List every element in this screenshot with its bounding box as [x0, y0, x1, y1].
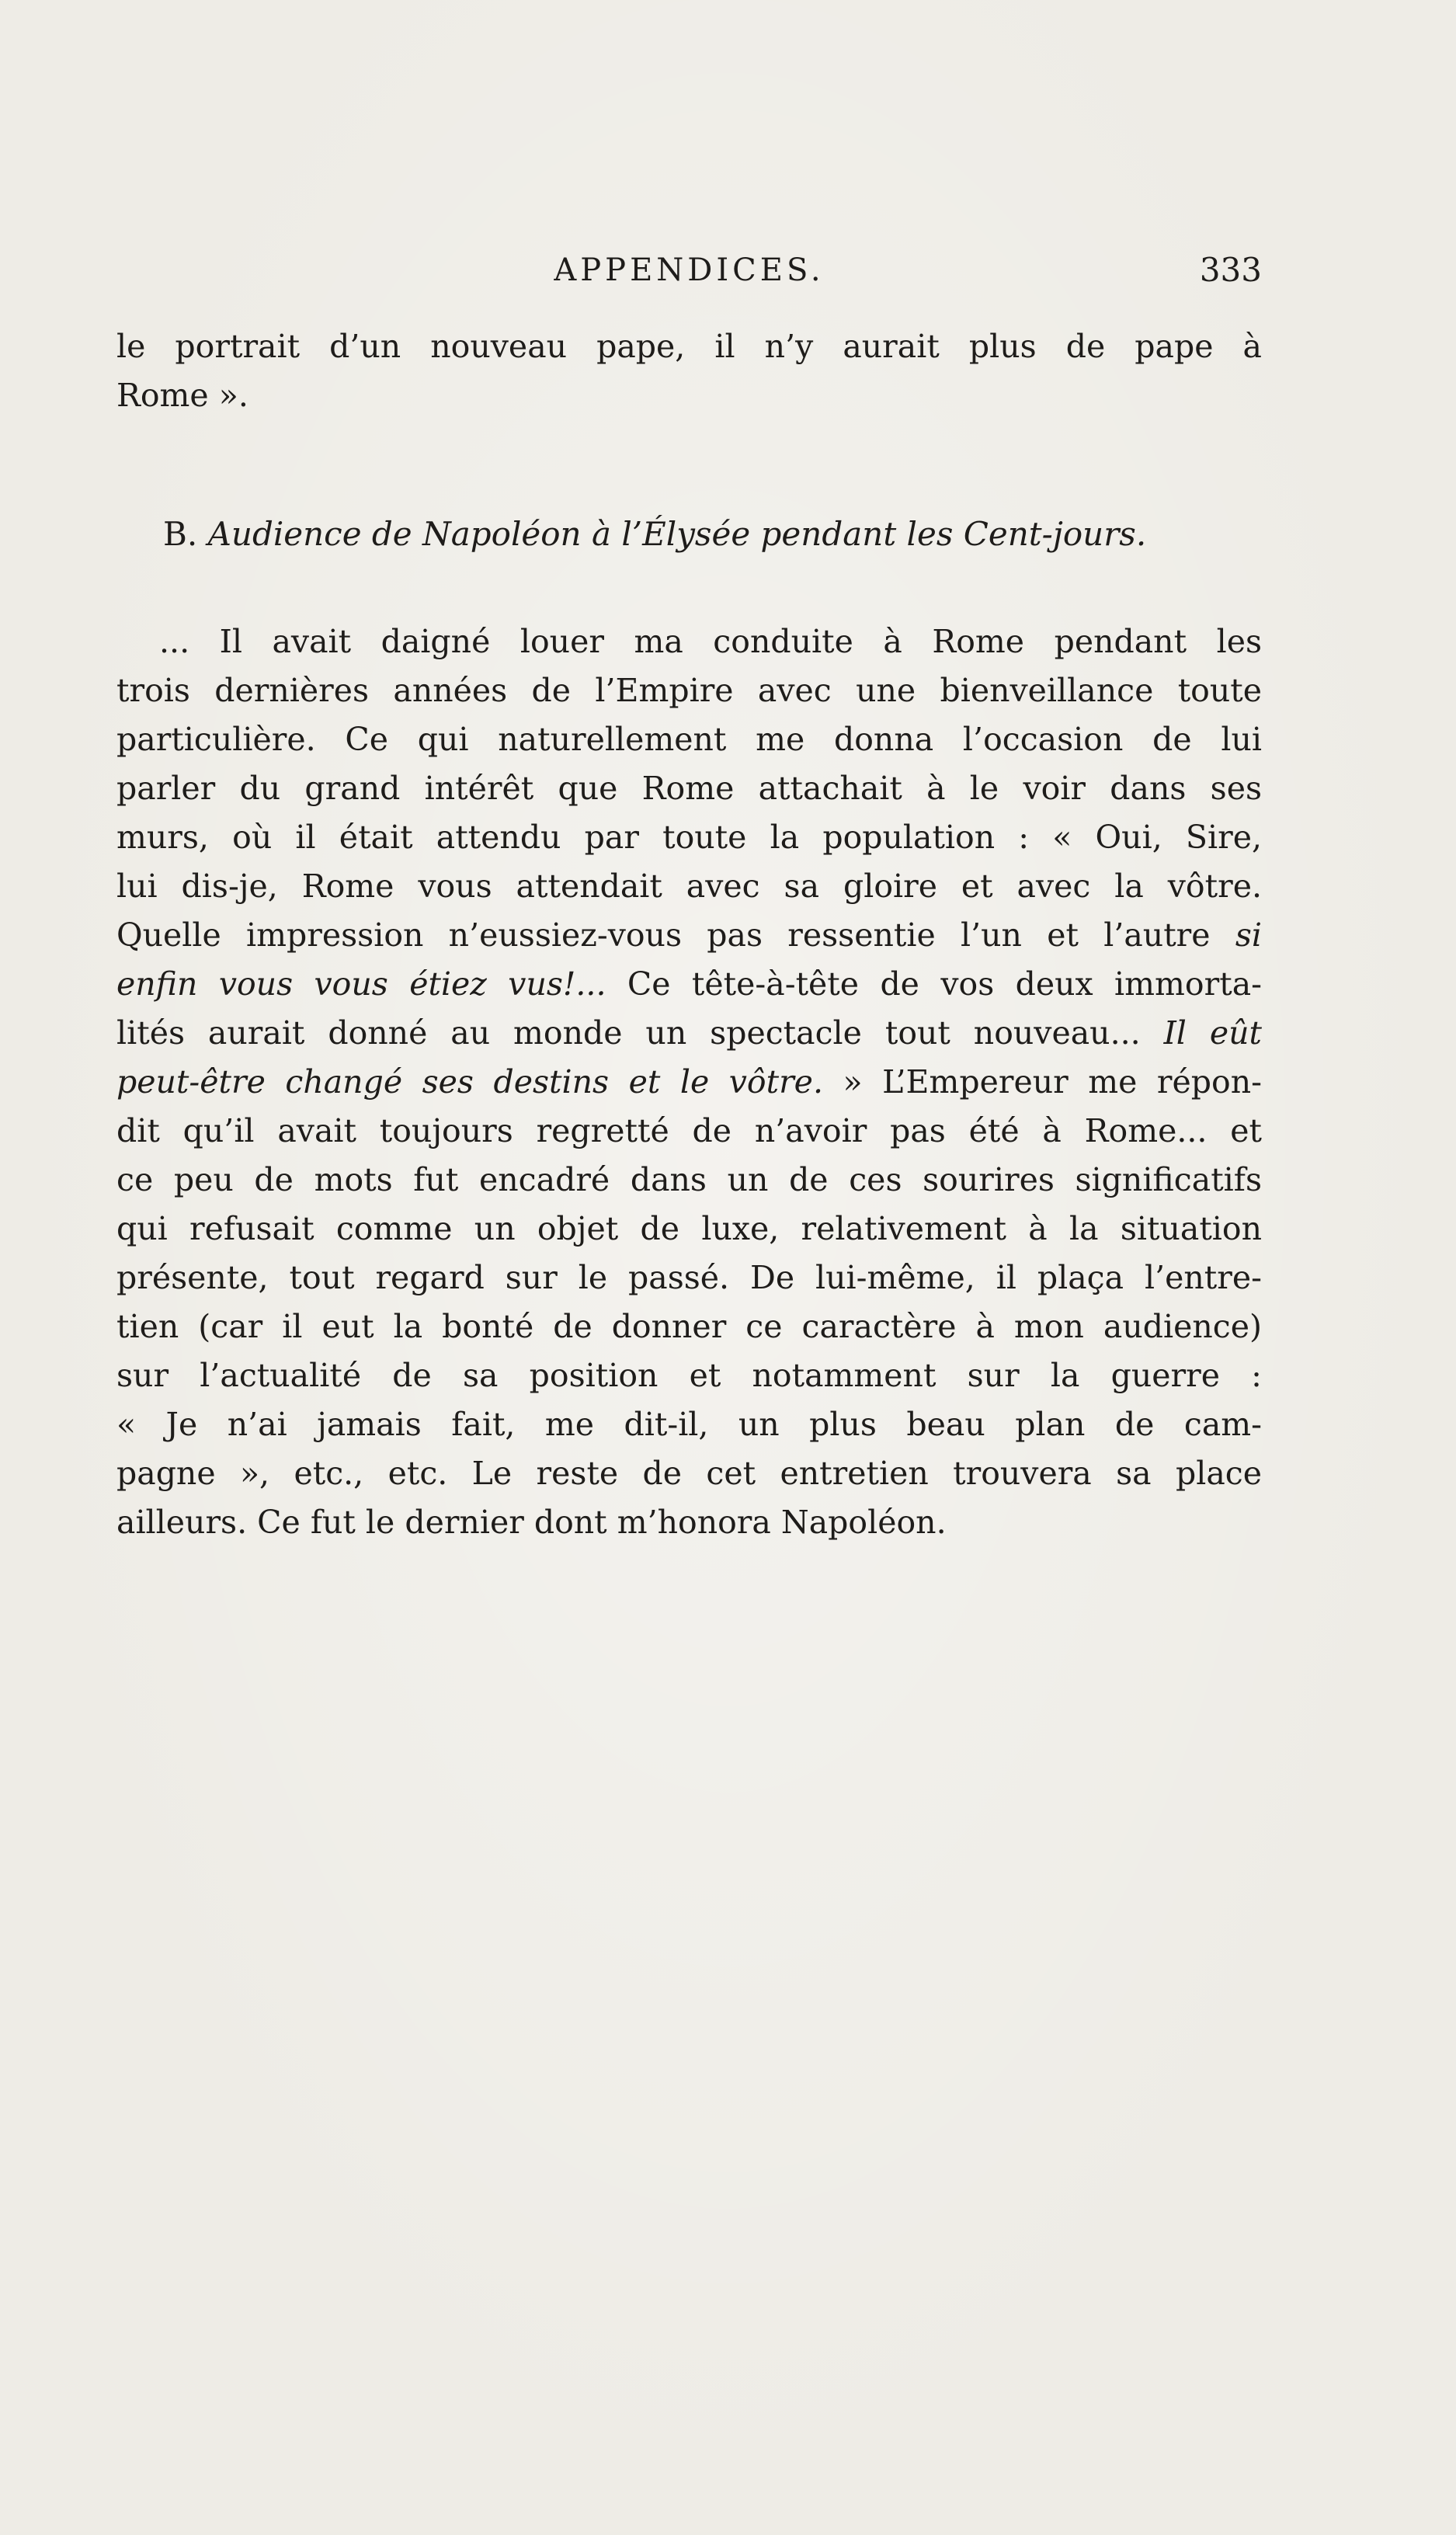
text-line: parler du grand intérêt que Rome attachait à le voir dans ses: [116, 770, 1262, 807]
text-line: [116, 960, 1262, 1009]
text-line: qui refusait comme un objet de luxe, relativement à la situation: [116, 1210, 1262, 1247]
continuation-text: [116, 322, 1262, 420]
text-line: le portrait d’un nouveau pape, il n’y aurait plus de pape à: [116, 328, 1262, 365]
text-line: murs, où il était attendu par toute la population : « Oui, Sire,: [116, 819, 1262, 856]
italic-run: Il eût: [1163, 1014, 1262, 1052]
text-line: [116, 911, 1262, 960]
page-number: 333: [1199, 251, 1262, 289]
text-line: présente, tout regard sur le passé. De lui-même, il plaça l’entre-: [116, 1259, 1262, 1296]
text-line: Rome ».: [116, 377, 248, 414]
running-title: APPENDICES.: [554, 252, 825, 288]
section-heading: [163, 509, 1262, 560]
text-run: lités aurait donné au monde un spectacle tout nouveau...: [116, 1014, 1141, 1052]
text-line: ... Il avait daigné louer ma conduite à Rome pendant les: [159, 623, 1262, 660]
text-line: [116, 1058, 1262, 1107]
text-run: » L’Empereur me répon-: [843, 1063, 1262, 1101]
text-line: trois dernières années de l’Empire avec une bienveillance toute: [116, 672, 1262, 709]
text-line: « Je n’ai jamais fait, me dit-il, un plus beau plan de cam-: [116, 1406, 1262, 1443]
text-line: [116, 1009, 1262, 1058]
text-line: ailleurs. Ce fut le dernier dont m’honora Napoléon.: [116, 1504, 947, 1541]
italic-run: peut-être changé ses destins et le vôtre.: [116, 1063, 823, 1101]
text-line: dit qu’il avait toujours regretté de n’avoir pas été à Rome... et: [116, 1112, 1262, 1149]
body-paragraph: [116, 617, 1262, 1547]
text-line: pagne », etc., etc. Le reste de cet entretien trouvera sa place: [116, 1455, 1262, 1492]
text-line: lui dis-je, Rome vous attendait avec sa gloire et avec la vôtre.: [116, 868, 1262, 905]
text-run: Ce tête-à-tête de vos deux immorta-: [627, 965, 1262, 1003]
section-title: Audience de Napoléon à l’Élysée pendant les Cent-jours.: [207, 515, 1147, 553]
text-line: ce peu de mots fut encadré dans un de ces sourires significatifs: [116, 1161, 1262, 1198]
running-head: [116, 247, 1262, 294]
text-run: Quelle impression n’eussiez-vous pas ressentie l’un et l’autre: [116, 916, 1211, 954]
section-label: B.: [163, 515, 198, 553]
italic-run: enfin vous vous étiez vus!...: [116, 965, 606, 1003]
italic-run: si: [1235, 916, 1262, 954]
text-line: tien (car il eut la bonté de donner ce caractère à mon audience): [116, 1308, 1262, 1345]
text-line: particulière. Ce qui naturellement me donna l’occasion de lui: [116, 721, 1262, 758]
text-line: sur l’actualité de sa position et notamment sur la guerre :: [116, 1357, 1262, 1394]
